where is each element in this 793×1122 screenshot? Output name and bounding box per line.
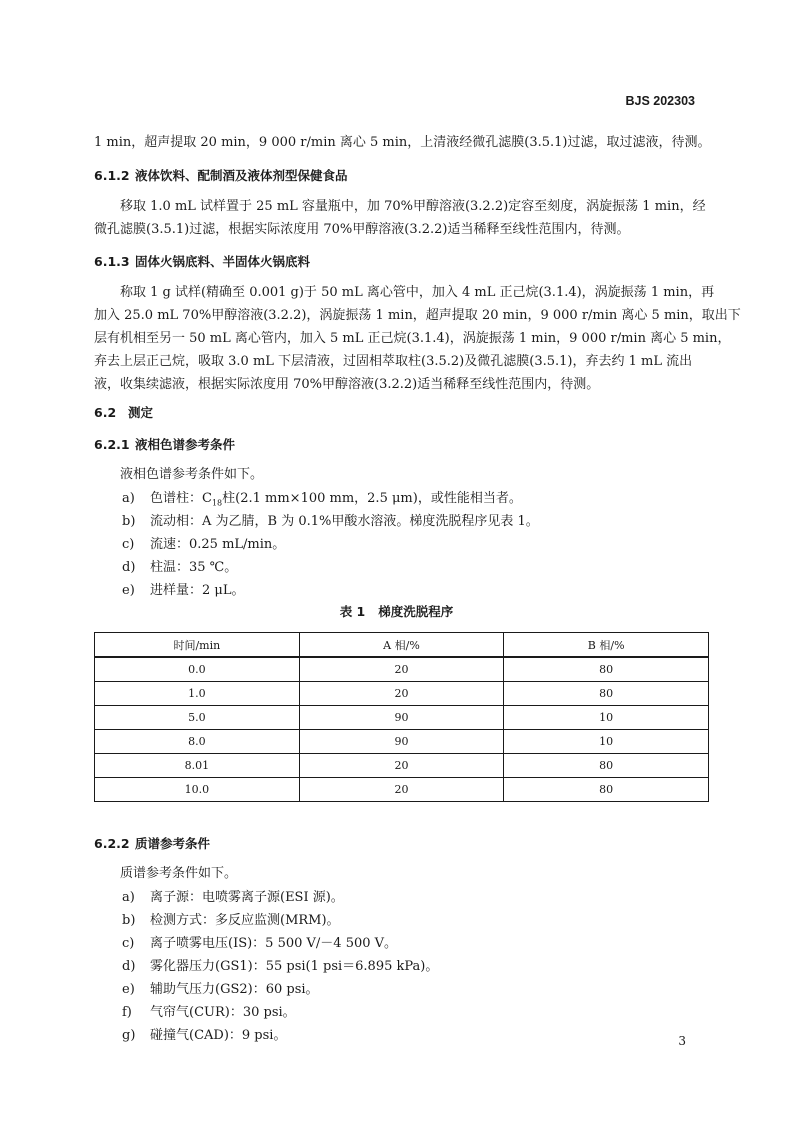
list-item xyxy=(122,932,397,951)
paragraph-line: 称取 1 g 试样(精确至 0.001 g)于 50 mL 离心管中，加入 4 mL 正己烷(3.1.4)，涡旋振荡 1 min，再 xyxy=(120,285,715,300)
list-marker: a) xyxy=(122,890,135,905)
list-text: 流动相：A 为乙腈，B 为 0.1%甲酸水溶液。梯度洗脱程序见表 1。 xyxy=(150,514,539,529)
section-heading-6-1-2 xyxy=(94,166,348,184)
list-text: 流速：0.25 mL/min。 xyxy=(150,537,286,552)
column-header: A 相/% xyxy=(299,633,504,658)
list-item xyxy=(122,510,539,529)
section-heading-6-2 xyxy=(94,403,153,421)
table-cell: 80 xyxy=(504,754,709,778)
table-row xyxy=(95,682,709,706)
paragraph-line: 微孔滤膜(3.5.1)过滤，根据实际浓度用 70%甲醇溶液(3.2.2)适当稀释至线性范围内，待测。 xyxy=(94,222,630,237)
list-marker: f) xyxy=(122,1005,132,1020)
table-cell: 8.0 xyxy=(95,730,300,754)
list-marker: g) xyxy=(122,1028,136,1043)
table-row xyxy=(95,657,709,682)
gradient-table xyxy=(94,632,709,802)
paragraph-line: 层有机相至另一 50 mL 离心管内，加入 5 mL 正己烷(3.1.4)，涡旋振荡 1 min，9 000 r/min 离心 5 min， xyxy=(94,331,731,346)
table-cell: 80 xyxy=(504,657,709,682)
paragraph-line: 加入 25.0 mL 70%甲醇溶液(3.2.2)，涡旋振荡 1 min，超声提取 20 min，9 000 r/min 离心 5 min，取出下 xyxy=(94,308,741,323)
list-marker: c) xyxy=(122,537,135,552)
table-row xyxy=(95,778,709,802)
list-item xyxy=(122,1001,296,1020)
table-header-row xyxy=(95,633,709,658)
list-item xyxy=(122,955,438,974)
list-text: 检测方式：多反应监测(MRM)。 xyxy=(150,913,340,928)
continued-text-line: 1 min，超声提取 20 min，9 000 r/min 离心 5 min，上清液经微孔滤膜(3.5.1)过滤，取过滤液，待测。 xyxy=(94,135,711,150)
section-number: 6.2.2 xyxy=(94,836,130,851)
list-item xyxy=(122,978,319,997)
list-text: 雾化器压力(GS1)：55 psi(1 psi＝6.895 kPa)。 xyxy=(150,959,439,974)
document-number: BJS 202303 xyxy=(625,94,695,108)
section-number: 6.2 xyxy=(94,405,117,420)
list-text: 辅助气压力(GS2)：60 psi。 xyxy=(150,982,319,997)
table-cell: 10.0 xyxy=(95,778,300,802)
list-marker: d) xyxy=(122,560,136,575)
section-title: 测定 xyxy=(128,405,154,420)
list-intro: 液相色谱参考条件如下。 xyxy=(120,467,264,482)
list-text: 离子源：电喷雾离子源(ESI 源)。 xyxy=(150,890,344,905)
list-text: 进样量：2 μL。 xyxy=(150,583,245,598)
section-heading-6-1-3 xyxy=(94,252,310,270)
list-item xyxy=(122,556,237,575)
table-cell: 10 xyxy=(504,730,709,754)
subscript: 18 xyxy=(211,498,223,508)
section-title: 质谱参考条件 xyxy=(135,836,211,851)
paragraph-line: 移取 1.0 mL 试样置于 25 mL 容量瓶中，加 70%甲醇溶液(3.2.2)定容至刻度，涡旋振荡 1 min，经 xyxy=(120,199,706,214)
table-cell: 80 xyxy=(504,682,709,706)
list-marker: e) xyxy=(122,982,135,997)
table-cell: 90 xyxy=(299,706,504,730)
list-item xyxy=(122,533,285,552)
paragraph-line: 液，收集续滤液，根据实际浓度用 70%甲醇溶液(3.2.2)适当稀释至线性范围内，待测。 xyxy=(94,377,600,392)
table-cell: 10 xyxy=(504,706,709,730)
table-cell: 5.0 xyxy=(95,706,300,730)
list-text: 碰撞气(CAD)：9 psi。 xyxy=(150,1028,287,1043)
list-marker: d) xyxy=(122,959,136,974)
table-cell: 20 xyxy=(299,754,504,778)
column-header: B 相/% xyxy=(504,633,709,658)
column-header: 时间/min xyxy=(95,633,300,658)
section-number: 6.2.1 xyxy=(94,437,130,452)
section-number: 6.1.2 xyxy=(94,168,130,183)
section-title: 液体饮料、配制酒及液体剂型保健食品 xyxy=(135,168,348,183)
paragraph-line: 弃去上层正己烷，吸取 3.0 mL 下层清液，过固相萃取柱(3.5.2)及微孔滤膜(3.5.1)，弃去约 1 mL 流出 xyxy=(94,354,693,369)
table-row xyxy=(95,730,709,754)
page-number: 3 xyxy=(678,1034,686,1048)
table-cell: 20 xyxy=(299,778,504,802)
list-marker: b) xyxy=(122,514,136,529)
list-intro: 质谱参考条件如下。 xyxy=(120,866,238,881)
table-cell: 20 xyxy=(299,682,504,706)
list-item xyxy=(122,886,344,905)
section-number: 6.1.3 xyxy=(94,254,130,269)
list-marker: b) xyxy=(122,913,136,928)
table-cell: 0.0 xyxy=(95,657,300,682)
section-title: 固体火锅底料、半固体火锅底料 xyxy=(135,254,311,269)
list-text: 离子喷雾电压(IS)：5 500 V/－4 500 V。 xyxy=(150,936,398,951)
table-cell: 1.0 xyxy=(95,682,300,706)
section-heading-6-2-1 xyxy=(94,435,235,453)
list-item xyxy=(122,487,522,508)
list-text: 色谱柱：C xyxy=(150,491,212,506)
section-heading-6-2-2 xyxy=(94,834,210,852)
list-text: 柱(2.1 mm×100 mm，2.5 μm)，或性能相当者。 xyxy=(222,491,522,506)
list-item xyxy=(122,579,245,598)
table-row xyxy=(95,754,709,778)
table-cell: 8.01 xyxy=(95,754,300,778)
list-text: 柱温：35 ℃。 xyxy=(150,560,238,575)
table-cell: 20 xyxy=(299,657,504,682)
list-marker: e) xyxy=(122,583,135,598)
list-item xyxy=(122,1024,286,1043)
table-cell: 90 xyxy=(299,730,504,754)
list-marker: c) xyxy=(122,936,135,951)
table-cell: 80 xyxy=(504,778,709,802)
list-marker: a) xyxy=(122,491,135,506)
table-caption: 表 1 梯度洗脱程序 xyxy=(339,604,454,619)
table-row xyxy=(95,706,709,730)
section-title: 液相色谱参考条件 xyxy=(135,437,236,452)
list-item xyxy=(122,909,340,928)
list-text: 气帘气(CUR)：30 psi。 xyxy=(150,1005,296,1020)
